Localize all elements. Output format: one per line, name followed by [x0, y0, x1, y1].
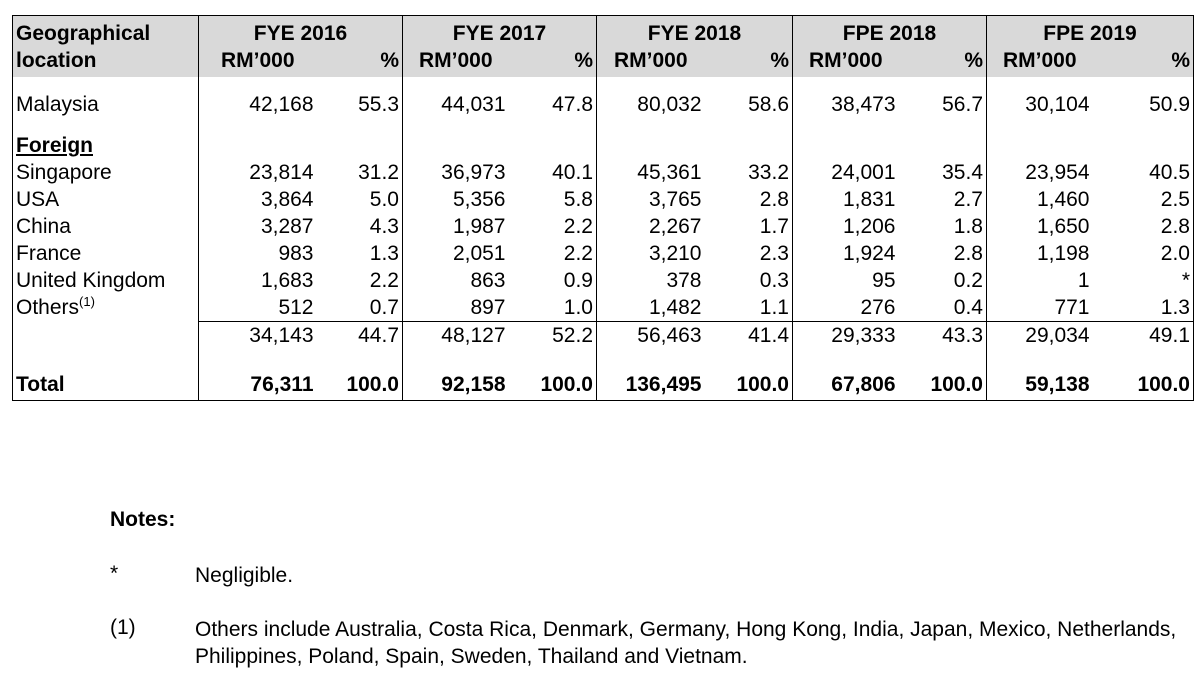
cell-value: 29,333	[793, 322, 899, 350]
header-pct: %	[509, 47, 597, 77]
row-label: Total	[13, 371, 199, 401]
note-marker: (1)	[110, 616, 136, 639]
cell-pct: 1.1	[705, 294, 793, 322]
cell-value: 897	[470, 296, 506, 319]
cell-pct: 1.7	[705, 213, 793, 240]
cell-value: 1	[1077, 269, 1090, 292]
note-marker: *	[110, 562, 119, 585]
cell-pct: 5.0	[317, 186, 403, 213]
cell-pct: 43.3	[899, 322, 987, 350]
cell-value: 771	[1054, 296, 1090, 319]
cell-value: 76,311	[250, 373, 314, 396]
cell-value: 48,127	[403, 322, 509, 350]
cell-value: 276	[860, 296, 896, 319]
header-unit: RM’000	[199, 47, 317, 77]
footnote-ref: (1)	[79, 294, 95, 309]
cell-value: 2,267	[648, 215, 702, 238]
cell-pct: 2.2	[509, 240, 597, 267]
cell-value: 5,356	[452, 188, 506, 211]
table-row-usa	[13, 186, 1194, 213]
cell-pct: 0.2	[899, 267, 987, 294]
cell-value: 3,765	[648, 188, 702, 211]
cell-value: 1,482	[648, 296, 702, 319]
cell-value: 136,495	[625, 373, 702, 396]
cell-pct: 41.4	[705, 322, 793, 350]
header-period: FPE 2019	[987, 16, 1194, 48]
header-unit: RM’000	[793, 47, 899, 77]
table-row-foreign-subtotal	[13, 322, 1194, 350]
cell-pct: *	[1181, 269, 1190, 292]
cell-value: 1,650	[1036, 215, 1090, 238]
cell-pct: 2.7	[899, 186, 987, 213]
notes-title: Notes:	[110, 508, 176, 531]
cell-value: 863	[470, 269, 506, 292]
cell-pct: 49.1	[1093, 322, 1194, 350]
cell-value: 92,158	[441, 373, 506, 396]
table-row-total	[13, 371, 1194, 401]
cell-value: 983	[278, 242, 314, 265]
cell-pct: 2.8	[899, 240, 987, 267]
cell-pct: 100.0	[509, 371, 597, 401]
cell-value: 23,814	[249, 161, 314, 184]
cell-pct: 33.2	[705, 159, 793, 186]
header-pct: %	[1093, 47, 1194, 77]
revenue-by-geography-table	[12, 15, 1194, 401]
cell-value: 38,473	[831, 93, 896, 116]
cell-pct: 2.8	[705, 186, 793, 213]
cell-pct: 2.8	[1160, 215, 1190, 238]
cell-pct: 2.2	[317, 267, 403, 294]
cell-value: 3,210	[648, 242, 702, 265]
cell-value: 36,973	[441, 161, 506, 184]
row-label: Singapore	[13, 159, 199, 186]
row-label: China	[13, 213, 199, 240]
cell-pct: 52.2	[509, 322, 597, 350]
cell-value: 1,460	[1036, 188, 1090, 211]
note-text: Negligible.	[195, 564, 294, 587]
header-location-line1: Geographical	[13, 16, 199, 48]
cell-pct: 47.8	[509, 91, 597, 118]
table-row-singapore	[13, 159, 1194, 186]
cell-value: 2,051	[452, 242, 506, 265]
cell-value: 67,806	[831, 373, 896, 396]
cell-value: 512	[278, 296, 314, 319]
cell-value: 80,032	[637, 93, 702, 116]
cell-pct: 100.0	[899, 371, 987, 401]
header-pct: %	[899, 47, 987, 77]
cell-pct: 2.3	[705, 240, 793, 267]
header-pct: %	[317, 47, 403, 77]
cell-pct: 0.7	[317, 294, 403, 322]
cell-pct: 1.8	[899, 213, 987, 240]
cell-value: 3,287	[260, 215, 314, 238]
cell-pct: 5.8	[509, 186, 597, 213]
cell-pct: 56.7	[899, 91, 987, 118]
cell-pct: 44.7	[317, 322, 403, 350]
cell-value: 34,143	[199, 322, 317, 350]
row-label: Others	[16, 296, 80, 319]
header-row-units	[13, 47, 1194, 77]
cell-value: 42,168	[249, 93, 314, 116]
table-row-france	[13, 240, 1194, 267]
table-row-malaysia	[13, 91, 1194, 118]
cell-value: 56,463	[597, 322, 705, 350]
cell-pct: 100.0	[1137, 373, 1190, 396]
row-label: Malaysia	[13, 91, 199, 118]
foreign-heading: Foreign	[16, 134, 93, 157]
row-label: USA	[13, 186, 199, 213]
cell-value: 45,361	[637, 161, 702, 184]
note-text: Others include Australia, Costa Rica, Denmark, Germany, Hong Kong, India, Japan, Mexico, Netherlands, Philippines, Poland, Spain, Sweden, Thailand and Vietnam.	[195, 618, 1177, 668]
cell-pct: 40.5	[1149, 161, 1190, 184]
header-pct: %	[705, 47, 793, 77]
table-row-others	[13, 294, 1194, 322]
cell-pct: 1.3	[1160, 296, 1190, 319]
row-label: United Kingdom	[13, 267, 199, 294]
cell-value: 1,924	[842, 242, 896, 265]
header-unit: RM’000	[597, 47, 705, 77]
cell-value: 1,683	[260, 269, 314, 292]
cell-pct: 0.3	[705, 267, 793, 294]
cell-value: 378	[666, 269, 702, 292]
header-period: FYE 2018	[597, 16, 793, 48]
cell-value: 1,987	[452, 215, 506, 238]
table-row-united-kingdom	[13, 267, 1194, 294]
cell-value: 95	[872, 269, 896, 292]
cell-pct: 100.0	[317, 371, 403, 401]
cell-pct: 40.1	[509, 159, 597, 186]
cell-value: 1,206	[842, 215, 896, 238]
cell-pct: 100.0	[705, 371, 793, 401]
header-location-line2: location	[13, 47, 199, 77]
header-unit: RM’000	[987, 47, 1093, 77]
cell-value: 59,138	[1025, 373, 1090, 396]
cell-value: 30,104	[1025, 93, 1090, 116]
cell-pct: 1.0	[509, 294, 597, 322]
row-label: France	[13, 240, 199, 267]
table-row-china	[13, 213, 1194, 240]
cell-value: 1,831	[842, 188, 896, 211]
header-period: FYE 2017	[403, 16, 597, 48]
cell-pct: 50.9	[1149, 93, 1190, 116]
cell-pct: 2.5	[1160, 188, 1190, 211]
cell-pct: 31.2	[317, 159, 403, 186]
header-row-periods	[13, 16, 1194, 48]
cell-pct: 1.3	[317, 240, 403, 267]
cell-value: 1,198	[1036, 242, 1090, 265]
header-unit: RM’000	[403, 47, 509, 77]
cell-pct: 35.4	[899, 159, 987, 186]
cell-value: 24,001	[831, 161, 896, 184]
cell-pct: 4.3	[317, 213, 403, 240]
cell-pct: 0.9	[509, 267, 597, 294]
cell-pct: 55.3	[317, 91, 403, 118]
cell-pct: 0.4	[899, 294, 987, 322]
table-row-foreign-heading	[13, 132, 1194, 159]
cell-pct: 58.6	[705, 91, 793, 118]
header-period: FYE 2016	[199, 16, 403, 48]
cell-value: 23,954	[1025, 161, 1090, 184]
cell-value: 44,031	[441, 93, 506, 116]
cell-pct: 2.2	[509, 213, 597, 240]
header-period: FPE 2018	[793, 16, 987, 48]
cell-value: 29,034	[987, 322, 1093, 350]
cell-pct: 2.0	[1160, 242, 1190, 265]
notes-section	[110, 508, 1180, 668]
cell-value: 3,864	[260, 188, 314, 211]
